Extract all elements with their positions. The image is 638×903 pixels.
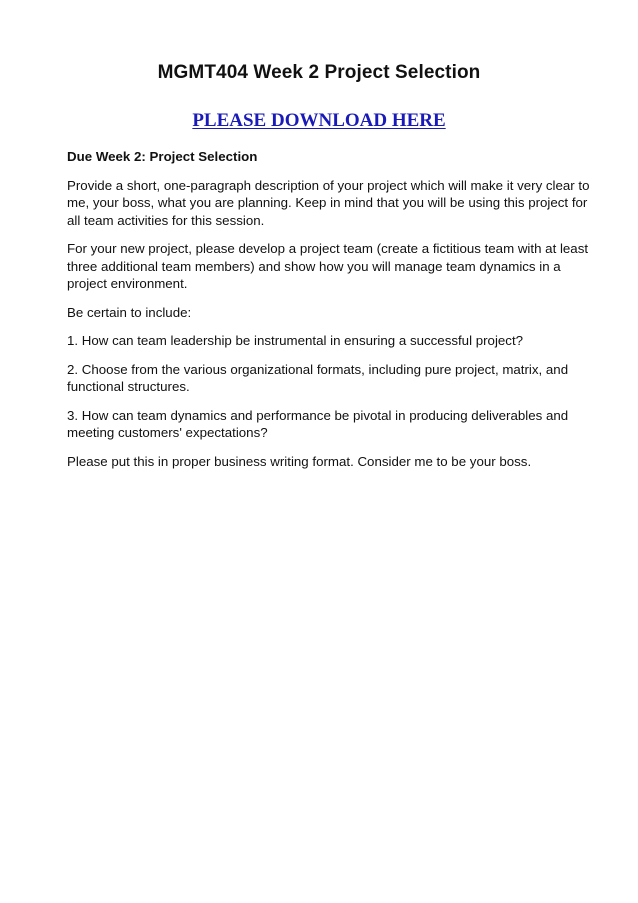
section-heading: Due Week 2: Project Selection: [67, 149, 258, 164]
list-item-2: 2. Choose from the various organizational formats, including pure project, matrix, and functional structures.: [67, 361, 569, 394]
paragraph-closing: Please put this in proper business writing format. Consider me to be your boss.: [67, 453, 532, 469]
document-title: MGMT404 Week 2 Project Selection: [157, 62, 481, 83]
paragraph-team: For your new project, please develop a project team (create a fictitious team with at least three additional team members) and show how you will manage team dynamics in a project environment.: [67, 241, 589, 291]
paragraph-include: Be certain to include:: [67, 304, 192, 320]
list-item-1: 1. How can team leadership be instrumental in ensuring a successful project?: [67, 333, 524, 348]
download-link-container: [0, 110, 638, 132]
document-body: [67, 148, 597, 481]
paragraph-description: Provide a short, one-paragraph description of your project which will make it very clear to me, your boss, what you are planning. Keep in mind that you will be using this project for all team activities for this session.: [67, 177, 590, 228]
download-link[interactable]: PLEASE DOWNLOAD HERE: [192, 110, 446, 131]
list-item-3: 3. How can team dynamics and performance be pivotal in producing deliverables and meeting customers' expectations?: [67, 407, 569, 440]
